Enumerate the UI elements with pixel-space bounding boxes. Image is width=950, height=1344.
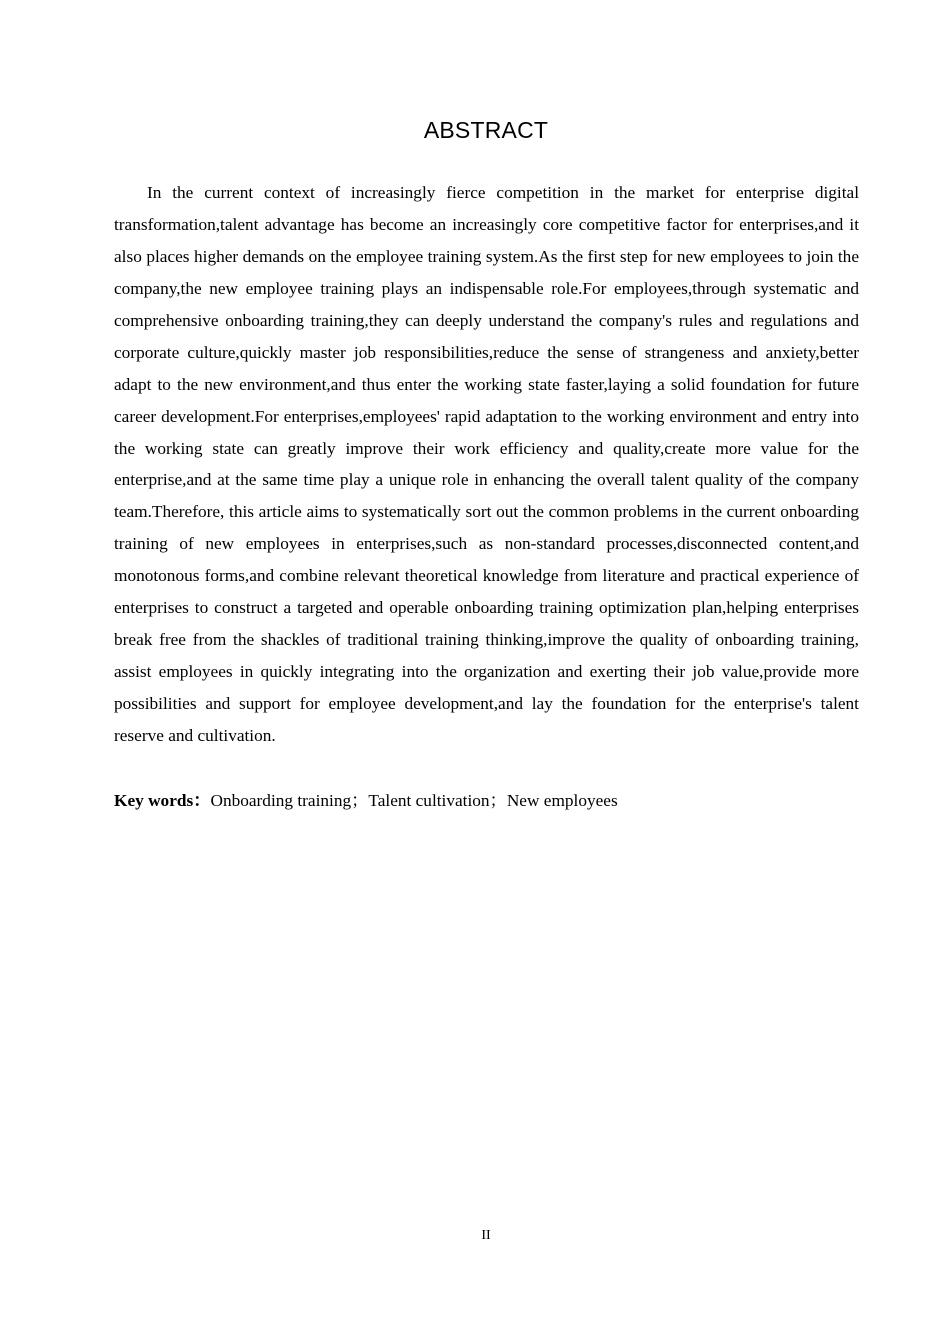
abstract-body-paragraph: In the current context of increasingly fierce competition in the market for enterprise digital transformation,talent advantage has become an increasingly core competitive factor for enterprises,and it also places higher demands on the employee training system.As the first step for new employees to join the company,the new employee training plays an indispensable role.For employees,through systematic and comprehensive onboarding training,they can deeply understand the company's rules and regulations and corporate culture,quickly master job responsibilities,reduce the sense of strangeness and anxiety,better adapt to the new environment,and thus enter the working state faster,laying a solid foundation for future career development.For enterprises,employees' rapid adaptation to the working environment and entry into the working state can greatly improve their work efficiency and quality,create more value for the enterprise,and at the same time play a unique role in enhancing the overall talent quality of the company team.Therefore, this article aims to systematically sort out the common problems in the current onboarding training of new employees in enterprises,such as non-standard processes,disconnected content,and monotonous forms,and combine relevant theoretical knowledge from literature and practical experience of enterprises to construct a targeted and operable onboarding training optimization plan,helping enterprises break free from the shackles of traditional training thinking,improve the quality of onboarding training, assist employees in quickly integrating into the organization and exerting their job value,provide more possibilities and support for employee development,and lay the foundation for the enterprise's talent reserve and cultivation.: [114, 183, 859, 745]
page-number: II: [481, 1228, 491, 1243]
keywords-text: Onboarding training；Talent cultivation；New employees: [210, 791, 618, 810]
keywords-label: Key words：: [114, 791, 211, 810]
keywords-line: [114, 786, 859, 816]
abstract-heading: ABSTRACT: [423, 117, 549, 143]
